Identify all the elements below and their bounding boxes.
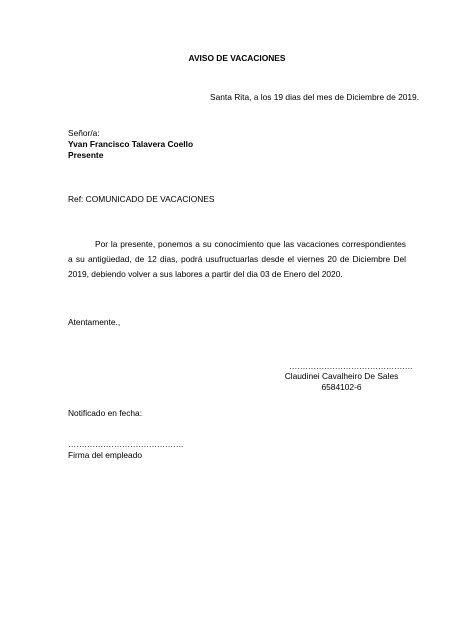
signer-name: Claudinei Cavalheiro De Sales bbox=[284, 371, 399, 381]
employee-signature-label: Firma del empleado bbox=[68, 450, 143, 460]
recipient-name: Yvan Francisco Talavera Coello bbox=[68, 139, 194, 149]
signature-line: ………………………………………. bbox=[289, 361, 413, 371]
body-paragraph: Por la presente, ponemos a su conocimiento que las vacaciones correspondientes a su antigüedad, de 12 dias, podrá usufructuarlas desde el viernes 20 de Diciembre Del 2019, debiendo volver a sus labores a partir del dia 03 de Enero del 2020. bbox=[68, 239, 406, 279]
body-paragraph-container bbox=[68, 237, 406, 282]
employee-signature-line: ……………………………………. bbox=[68, 439, 184, 449]
place-date: Santa Rita, a los 19 dias del mes de Diciembre de 2019. bbox=[210, 92, 420, 102]
recipient-presente: Presente bbox=[68, 150, 104, 160]
closing: Atentamente., bbox=[68, 317, 121, 327]
notified-date-label: Notificado en fecha: bbox=[68, 408, 143, 418]
signer-id: 6584102-6 bbox=[321, 382, 362, 392]
reference-line: Ref: COMUNICADO DE VACACIONES bbox=[68, 194, 215, 204]
recipient-greeting: Señor/a: bbox=[68, 128, 100, 138]
document-title: AVISO DE VACACIONES bbox=[188, 53, 286, 63]
